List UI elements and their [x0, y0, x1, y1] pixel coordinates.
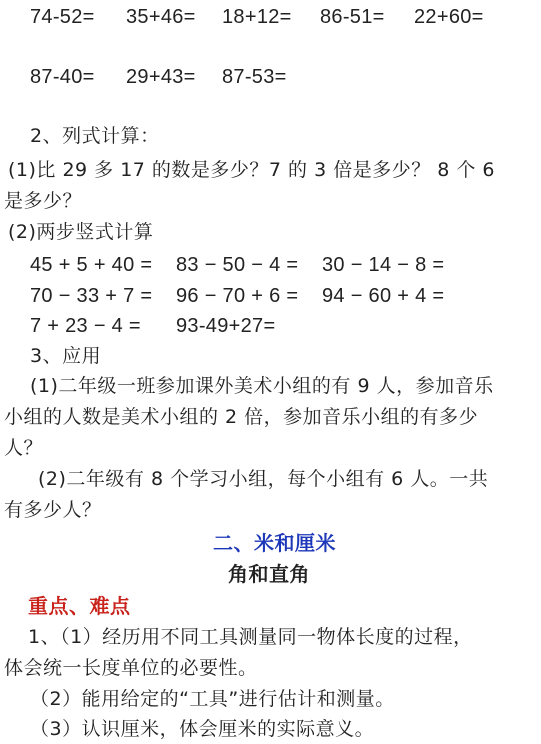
oral-calc-5: 22+60=	[414, 6, 484, 28]
key-point-3: （3）认识厘米，体会厘米的实际意义。	[30, 718, 375, 740]
oral-calc-4: 86-51=	[320, 6, 385, 28]
oral-calc-6: 87-40=	[30, 66, 95, 88]
vertical-calc-2: 83 − 50 − 4 =	[176, 254, 299, 276]
vertical-calc-1: 45 + 5 + 40 =	[30, 254, 153, 276]
chapter-title: 二、米和厘米	[213, 531, 336, 555]
section-3-question-1-cont: 小组的人数是美术小组的 2 倍，参加音乐小组的有多少	[4, 406, 479, 428]
section-2-question-1: (1)比 29 多 17 的数是多少？7 的 3 倍是多少？ 8 个 6	[8, 159, 496, 181]
section-3-title: 3、应用	[30, 345, 102, 367]
oral-calc-7: 29+43=	[126, 66, 196, 88]
key-point-1-cont: 体会统一长度单位的必要性。	[4, 657, 258, 679]
oral-calc-1: 74-52=	[30, 6, 95, 28]
section-3-question-1: (1)二年级一班参加课外美术小组的有 9 人，参加音乐	[30, 375, 494, 397]
section-2-question-1-cont: 是多少？	[4, 190, 83, 212]
vertical-calc-5: 96 − 70 + 6 =	[176, 285, 299, 307]
chapter-subtitle: 角和直角	[228, 562, 310, 586]
section-2-question-2-title: (2)两步竖式计算	[8, 221, 154, 243]
vertical-calc-6: 94 − 60 + 4 =	[322, 285, 445, 307]
vertical-calc-4: 70 − 33 + 7 =	[30, 285, 153, 307]
section-3-question-2: (2)二年级有 8 个学习小组，每个小组有 6 人。一共	[38, 468, 489, 490]
oral-calc-3: 18+12=	[222, 6, 292, 28]
key-points-heading: 重点、难点	[28, 594, 131, 618]
vertical-calc-8: 93-49+27=	[176, 315, 276, 337]
key-point-2: （2）能用给定的“工具”进行估计和测量。	[30, 688, 395, 710]
section-3-question-2-cont: 有多少人？	[4, 499, 102, 521]
oral-calc-2: 35+46=	[126, 6, 196, 28]
section-2-title: 2、列式计算：	[30, 125, 160, 147]
key-point-1: 1、（1）经历用不同工具测量同一物体长度的过程，	[28, 626, 473, 648]
vertical-calc-7: 7 + 23 − 4 =	[30, 315, 141, 337]
section-3-question-1-end: 人？	[4, 437, 44, 459]
vertical-calc-3: 30 − 14 − 8 =	[322, 254, 445, 276]
oral-calc-8: 87-53=	[222, 66, 287, 88]
